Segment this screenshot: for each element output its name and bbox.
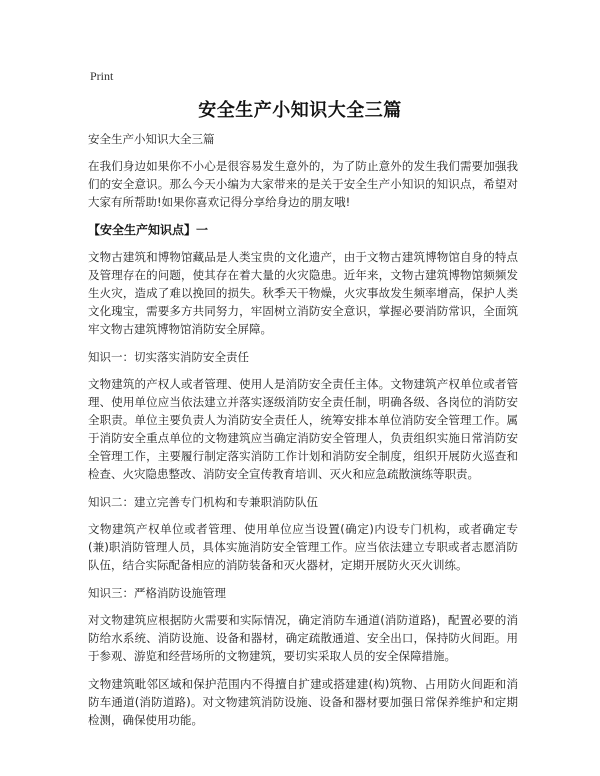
page-title: 安全生产小知识大全三篇 (198, 100, 402, 121)
knowledge-three-heading: 知识三：严格消防设施管理 (88, 586, 226, 600)
section-one-heading: 【安全生产知识点】一 (88, 223, 209, 237)
print-label[interactable]: Print (90, 69, 114, 83)
knowledge-one-heading: 知识一：切实落实消防安全责任 (88, 350, 249, 364)
knowledge-three-paragraph: 对文物建筑应根据防火需要和实际情况，确定消防车通道(消防道路)，配置必要的消防给水系统、消防设施、设备和器材，确定疏散通道、安全出口，保持防火间距。用于参观、游览和经营场所的文物建筑，要切实采取人员的安全保障措施。 (88, 613, 518, 663)
knowledge-two-heading: 知识二：建立完善专门机构和专兼职消防队伍 (88, 495, 318, 509)
intro-paragraph: 在我们身边如果你不小心是很容易发生意外的，为了防止意外的发生我们需要加强我们的安全意识。那么今天小编为大家带来的是关于安全生产小知识的知识点，希望对大家有所帮助!如果你喜欢记得分享给身边的朋友哦! (88, 159, 518, 209)
knowledge-three-paragraph-2: 文物建筑毗邻区域和保护范围内不得擅自扩建或搭建建(构)筑物、占用防火间距和消防车通道(消防道路)。对文物建筑消防设施、设备和器材要加强日常保养维护和定期检测，确保使用功能。 (88, 677, 518, 727)
knowledge-one-paragraph: 文物建筑的产权人或者管理、使用人是消防安全责任主体。文物建筑产权单位或者管理、使用单位应当依法建立并落实逐级消防安全责任制，明确各级、各岗位的消防安全职责。单位主要负责人为消防安全责任人，统筹安排本单位消防安全管理工作。属于消防安全重点单位的文物建筑应当确定消防安全管理人，负责组织实施日常消防安全管理工作，主要履行制定落实消防工作计划和消防安全制度，组织开展防火巡查和检查、火灾隐患整改、消防安全宣传教育培训、灭火和应急疏散演练等职责。 (88, 377, 518, 481)
document-body (88, 130, 518, 739)
knowledge-two-paragraph: 文物建筑产权单位或者管理、使用单位应当设置(确定)内设专门机构，或者确定专(兼)职消防管理人员，具体实施消防安全管理工作。应当依法建立专职或者志愿消防队伍，结合实际配备相应的消防装备和灭火器材，定期开展防火灭火训练。 (88, 522, 518, 572)
section-one-paragraph: 文物古建筑和博物馆藏品是人类宝贵的文化遗产，由于文物古建筑博物馆自身的特点及管理存在的问题，使其存在着大量的火灾隐患。近年来，文物古建筑博物馆频频发生火灾，造成了难以挽回的损失。秋季天干物燥，火灾事故发生频率增高，保护人类文化瑰宝，需要多方共同努力，牢固树立消防安全意识，掌握必要消防常识，全面筑牢文物古建筑博物馆消防安全屏障。 (88, 250, 518, 336)
document-subtitle: 安全生产小知识大全三篇 (88, 132, 215, 146)
